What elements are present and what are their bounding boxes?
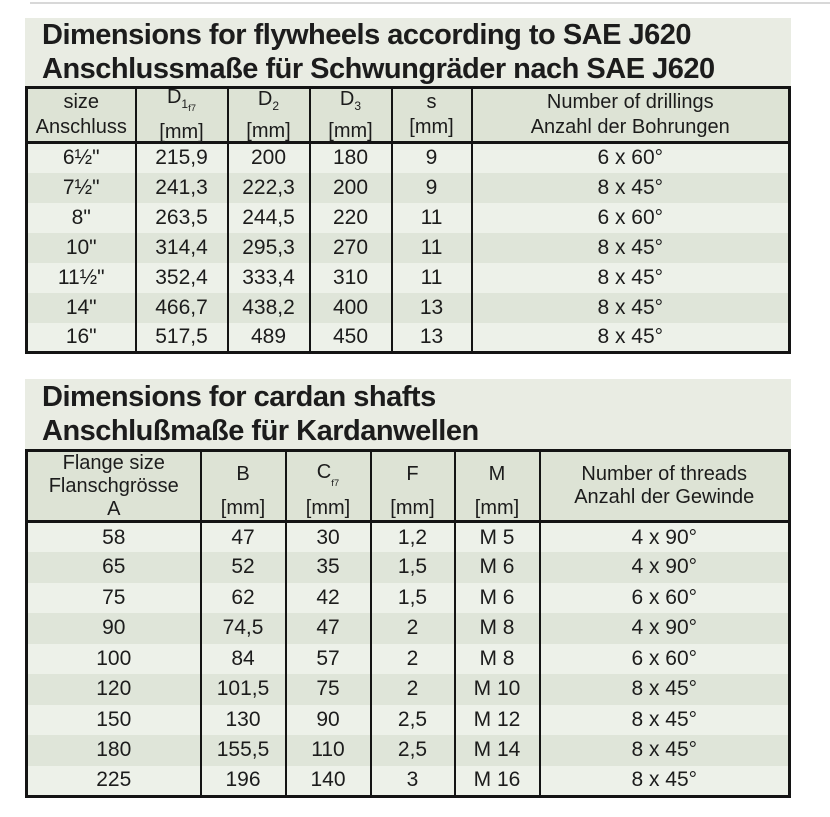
table-cell: 155,5 [201,735,286,766]
table-cell: 42 [286,583,371,614]
table-cell: 200 [310,173,392,203]
col-header-d1f7 [136,88,228,143]
table-cell: 215,9 [136,143,228,173]
table-cell: 180 [310,143,392,173]
flywheels-title-en: Dimensions for flywheels according to SAE J620 [42,19,692,51]
col-header-size [27,88,136,143]
table-cell: 100 [27,644,201,675]
table-cell: M 6 [455,583,540,614]
table-cell: M 14 [455,735,540,766]
table-cell: M 16 [455,766,540,797]
table-cell: 8 x 45° [540,705,790,736]
table-cell: 74,5 [201,613,286,644]
table-cell: 314,4 [136,233,228,263]
table-row [27,203,790,233]
table-cell: M 8 [455,613,540,644]
table-cell: 517,5 [136,323,228,353]
table-cell: 9 [392,173,472,203]
table-cell: 6 x 60° [540,583,790,614]
table-cell: 333,4 [228,263,310,293]
table-cell: 75 [27,583,201,614]
table-cell: 6½" [27,143,136,173]
table-cell: 2 [371,613,455,644]
table-cell: 244,5 [228,203,310,233]
table-cell: 6 x 60° [472,203,790,233]
col-header-s-unit: [mm] [409,116,454,138]
table-cell: 400 [310,293,392,323]
table-row [27,293,790,323]
col-header-f [371,451,455,522]
col-header-d3-symbol: $D_3$ [339,87,362,113]
col-header-s-symbol: s [426,91,437,113]
table-cell: 58 [27,522,201,553]
col-header-d1f7-unit: [mm] [159,121,204,143]
table-row [27,583,790,614]
table-cell: 52 [201,552,286,583]
table-cell: 1,2 [371,522,455,553]
col-header-cf7 [286,451,371,522]
col-header-threads-en: Number of threads [581,463,748,485]
col-header-threads [540,451,790,522]
scan-artifact-line [30,2,830,4]
table-cell: 4 x 90° [540,552,790,583]
table-cell: 101,5 [201,674,286,705]
table-cell: 200 [228,143,310,173]
table-cell: 466,7 [136,293,228,323]
cardan-title-band [25,379,791,449]
col-header-cf7-unit: [mm] [305,497,351,519]
table-cell: 8 x 45° [540,674,790,705]
table-cell: 8 x 45° [472,233,790,263]
table-cell: 4 x 90° [540,613,790,644]
table-cell: 150 [27,705,201,736]
table-cell: 180 [27,735,201,766]
table-row [27,766,790,797]
table-row [27,263,790,293]
table-row [27,705,790,736]
table-row [27,644,790,675]
col-header-size-de: Anschluss [35,116,127,138]
table-cell: 196 [201,766,286,797]
col-header-m [455,451,540,522]
table-cell: 8" [27,203,136,233]
table-cell: 6 x 60° [472,143,790,173]
table-row [27,674,790,705]
table-row [27,735,790,766]
table-cell: 438,2 [228,293,310,323]
col-header-flange-symbol: A [107,497,121,520]
flywheels-table-body [27,143,790,353]
table-cell: 65 [27,552,201,583]
table-cell: 263,5 [136,203,228,233]
col-header-flange [27,451,201,522]
table-cell: 16" [27,323,136,353]
col-header-d2-symbol: $D_2$ [257,87,280,113]
cardan-title-en: Dimensions for cardan shafts [42,381,436,413]
table-cell: 450 [310,323,392,353]
table-cell: 220 [310,203,392,233]
table-cell: 62 [201,583,286,614]
table-cell: 8 x 45° [472,323,790,353]
col-header-b-unit: [mm] [220,497,266,519]
table-cell: 11½" [27,263,136,293]
table-cell: 140 [286,766,371,797]
table-cell: 310 [310,263,392,293]
col-header-d1f7-symbol: $D_{1f7}$ [166,86,197,114]
col-header-flange-de: Flanschgrösse [48,474,179,497]
table-cell: 13 [392,323,472,353]
col-header-flange-en: Flange size [62,451,165,474]
cardan-table-body [27,522,790,797]
table-cell: 9 [392,143,472,173]
table-cell: M 6 [455,552,540,583]
table-cell: 110 [286,735,371,766]
table-cell: 14" [27,293,136,323]
col-header-d2 [228,88,310,143]
table-row [27,173,790,203]
section-gap [25,354,791,379]
table-cell: 1,5 [371,552,455,583]
table-cell: 130 [201,705,286,736]
table-cell: 11 [392,203,472,233]
table-cell: 8 x 45° [472,293,790,323]
table-cell: 47 [201,522,286,553]
table-cell: 8 x 45° [472,263,790,293]
table-row [27,323,790,353]
table-cell: 84 [201,644,286,675]
cardan-table [25,449,791,798]
col-header-drillings [472,88,790,143]
table-cell: 4 x 90° [540,522,790,553]
table-cell: M 10 [455,674,540,705]
table-cell: 57 [286,644,371,675]
col-header-threads-de: Anzahl der Gewinde [574,486,755,508]
col-header-b [201,451,286,522]
table-row [27,613,790,644]
table-row [27,233,790,263]
cardan-section [25,379,791,798]
table-cell: M 12 [455,705,540,736]
flywheels-table [25,86,791,354]
table-cell: 90 [286,705,371,736]
col-header-f-symbol: F [406,462,419,485]
table-cell: 295,3 [228,233,310,263]
table-cell: 10" [27,233,136,263]
col-header-cf7-symbol: $C_{f7}$ [316,460,340,489]
table-cell: 75 [286,674,371,705]
table-cell: 8 x 45° [540,766,790,797]
col-header-d2-unit: [mm] [246,119,291,142]
col-header-m-symbol: M [488,462,506,485]
table-row [27,522,790,553]
col-header-size-en: size [63,91,100,113]
table-cell: 489 [228,323,310,353]
col-header-d3 [310,88,392,143]
flywheels-section [25,18,791,354]
table-cell: 47 [286,613,371,644]
table-cell: 241,3 [136,173,228,203]
col-header-s [392,88,472,143]
table-cell: M 8 [455,644,540,675]
table-cell: 7½" [27,173,136,203]
flywheels-header-row [27,88,790,143]
table-cell: 2 [371,674,455,705]
col-header-b-symbol: B [236,462,250,485]
table-cell: 30 [286,522,371,553]
table-cell: 1,5 [371,583,455,614]
table-row [27,552,790,583]
cardan-header-row [27,451,790,522]
table-row [27,143,790,173]
table-cell: 11 [392,233,472,263]
table-cell: 11 [392,263,472,293]
table-cell: 3 [371,766,455,797]
table-cell: 270 [310,233,392,263]
col-header-d3-unit: [mm] [328,119,373,142]
document-page [25,18,791,798]
table-cell: 35 [286,552,371,583]
col-header-m-unit: [mm] [474,497,520,519]
table-cell: 6 x 60° [540,644,790,675]
table-cell: 8 x 45° [540,735,790,766]
table-cell: 225 [27,766,201,797]
cardan-title-de: Anschlußmaße für Kardanwellen [42,415,479,447]
table-cell: 2 [371,644,455,675]
col-header-f-unit: [mm] [390,497,435,519]
table-cell: 222,3 [228,173,310,203]
col-header-drillings-de: Anzahl der Bohrungen [530,116,730,138]
flywheels-title-de: Anschlussmaße für Schwungräder nach SAE J620 [42,53,715,85]
table-cell: M 5 [455,522,540,553]
table-cell: 352,4 [136,263,228,293]
table-cell: 2,5 [371,705,455,736]
table-cell: 8 x 45° [472,173,790,203]
table-cell: 90 [27,613,201,644]
flywheels-title-band [25,18,791,86]
table-cell: 120 [27,674,201,705]
col-header-drillings-en: Number of drillings [546,91,714,113]
table-cell: 13 [392,293,472,323]
table-cell: 2,5 [371,735,455,766]
